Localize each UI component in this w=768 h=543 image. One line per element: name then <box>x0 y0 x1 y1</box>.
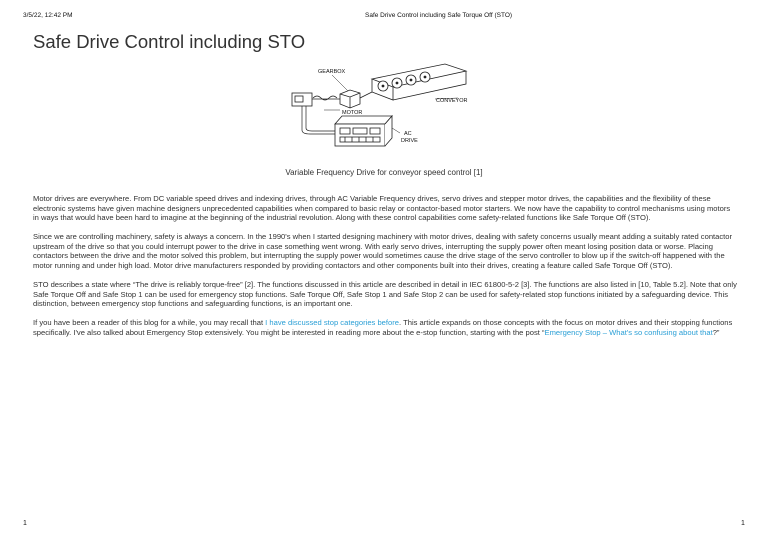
page-title: Safe Drive Control including STO <box>33 31 306 52</box>
ac-drive-label-line1: AC <box>404 131 412 137</box>
print-date: 3/5/22, 12:42 PM <box>23 12 73 19</box>
conveyor-drawing <box>372 64 466 100</box>
motor-label: MOTOR <box>342 110 363 116</box>
print-header <box>23 12 745 22</box>
vfd-conveyor-diagram <box>280 58 500 162</box>
figure-caption: Variable Frequency Drive for conveyor speed control [1] <box>285 168 483 177</box>
paragraph-4-text-c: ?” <box>712 328 720 338</box>
ac-drive-drawing <box>335 116 392 146</box>
paragraph-4-text-b: . This article expands on those concepts with the focus on motor drives and their stopping functions specifically. I've also talked about Emergency Stop extensively. You might be interested in reading more about the e-stop function, starting with the post “ <box>33 318 733 338</box>
paragraph-1: Motor drives are everywhere. From DC variable speed drives and indexing drives, through AC Variable Frequency drives, servo drives and stepper motor drives, the capabilities and the flexibility of these electronic systems have given machine designers unprecedented capabilities when compared to basic relay or contactor-based motor starters. We now have the capability to control mechanisms using motors in ways that would have been hard to imagine at the beginning of the industrial revolution. Along with these control capabilities come safety-related functions like Safe Torque Off (STO). <box>33 194 731 223</box>
conveyor-label: CONVEYOR <box>436 98 468 104</box>
motor-drawing <box>292 93 340 106</box>
article-body <box>33 194 738 347</box>
paragraph-2: Since we are controlling machinery, safety is always a concern. In the 1990's when I started designing machinery with motor drives, dealing with safety concerns usually meant adding a suitably rated contactor upstream of the drive so that you could interrupt power to the drive in case something went wrong. With early servo drives, interrupting the supply power often meant losing position data or worse. Placing contactors between the drive and the motor solved this problem, but interrupting the supply power would sometimes cause the drive stage of the servo controller to blow up if the switch-off happened with the motor running and under high load. Motor drive manufacturers responded by providing contactors and other components built into their drives, creating a feature called Safe Torque Off (STO). <box>33 232 733 271</box>
stop-categories-link[interactable]: I have discussed stop categories before <box>265 318 399 328</box>
print-doc-title: Safe Drive Control including Safe Torque Off (STO) <box>365 12 513 19</box>
gearbox-label: GEARBOX <box>318 69 346 75</box>
emergency-stop-link[interactable]: Emergency Stop – What's so confusing about that <box>544 328 713 338</box>
footer-mark-left: 1 <box>23 520 27 527</box>
paragraph-3: STO describes a state where “The drive is reliably torque-free” [2]. The functions discussed in this article are described in detail in IEC 61800-5-2 [3]. The functions are also listed in [10, Table 5.2]. Note that only Safe Torque Off and Safe Stop 1 can be used for emergency stop functions. Safe Torque Off, Safe Stop 1 and Safe Stop 2 can be used for safety-related stop functions initiated by a safeguarding device. This distinction, between emergency stop functions and safeguarding functions, is an important one. <box>33 280 737 309</box>
gearbox-drawing <box>340 90 372 108</box>
footer-mark-right: 1 <box>741 520 745 527</box>
ac-drive-label-line2: DRIVE <box>401 138 418 144</box>
vfd-conveyor-figure <box>280 58 500 162</box>
paragraph-4 <box>33 318 738 337</box>
paragraph-4-text-a: If you have been a reader of this blog for a while, you may recall that <box>33 318 266 328</box>
